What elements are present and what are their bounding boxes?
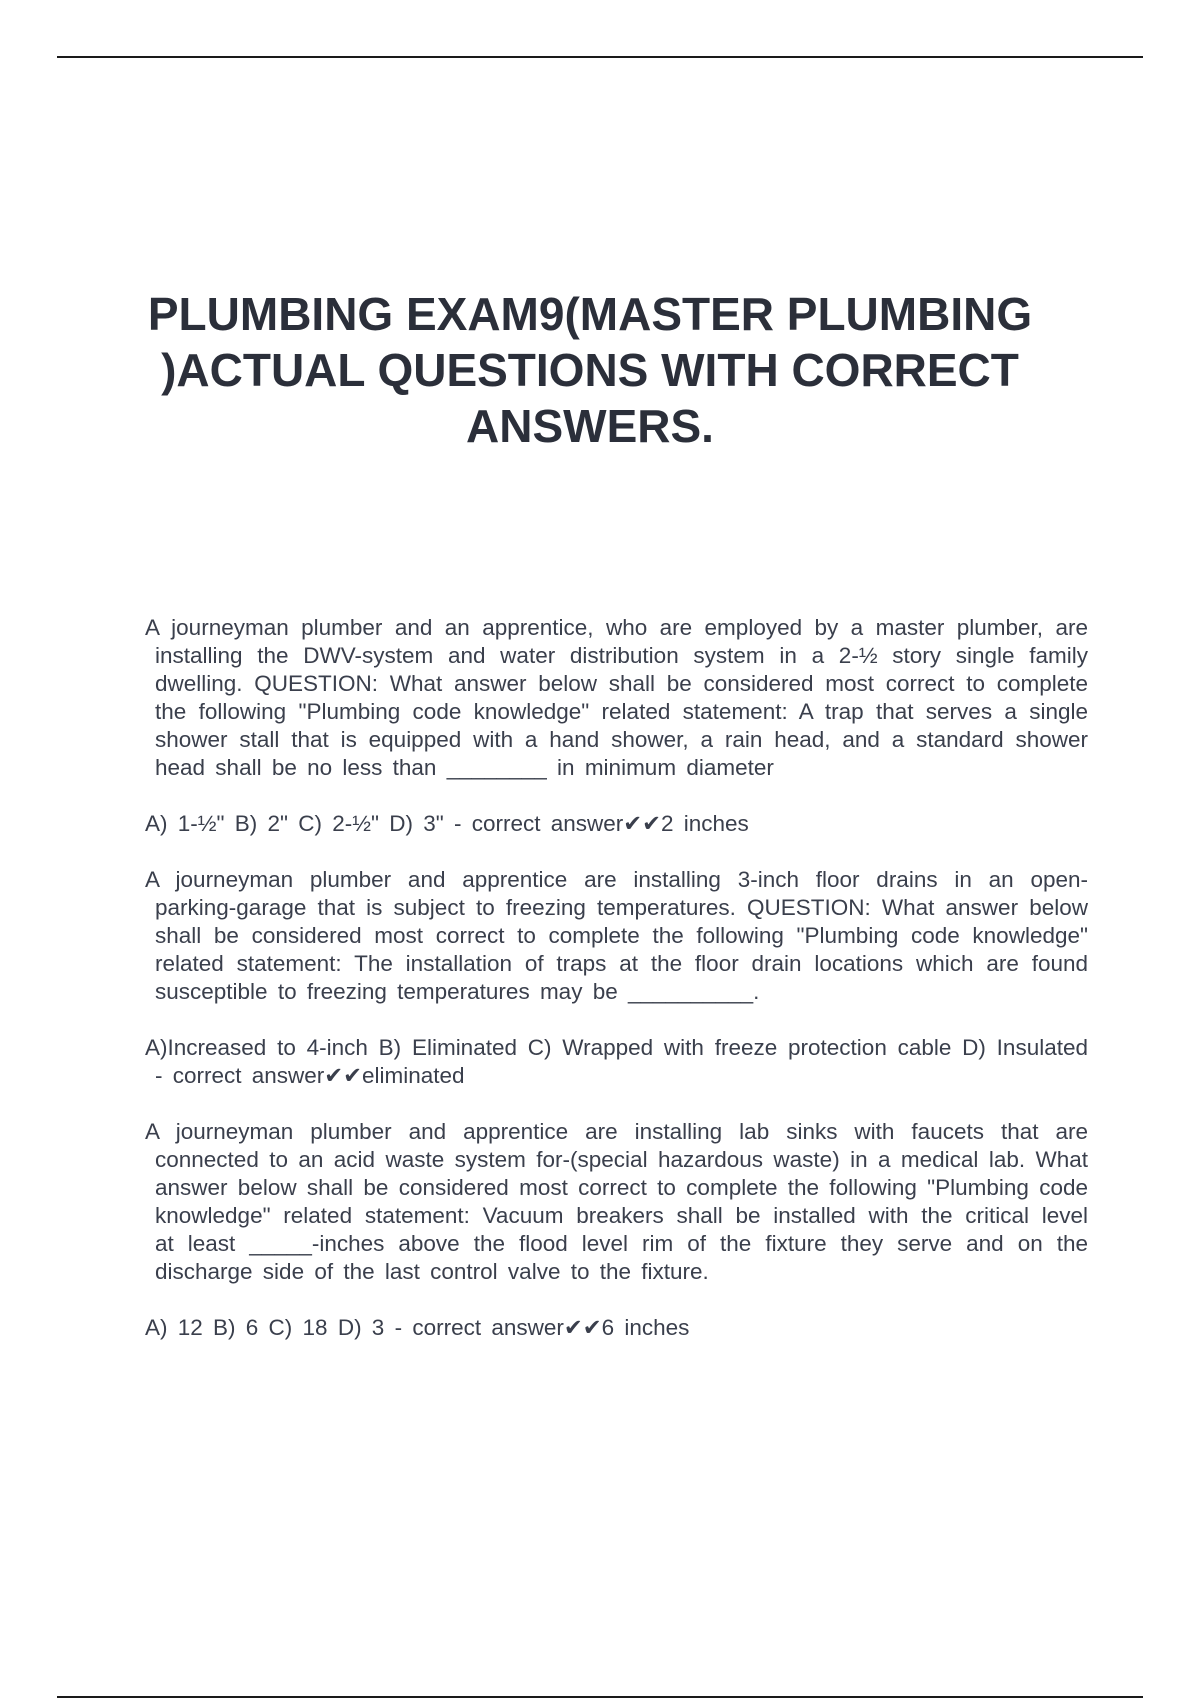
answer-text: A) 12 B) 6 C) 18 D) 3 - correct answer✔✔6 inches bbox=[145, 1315, 690, 1340]
qa-list bbox=[145, 614, 1088, 1370]
qa-item-3 bbox=[145, 1118, 1088, 1342]
question-text: A journeyman plumber and apprentice are installing 3-inch floor drains in an open-parking-garage that is subject to freezing temperatures. QUESTION: What answer below shall be considered most correct to complete the following "Plumbing code knowledge" related statement: The installation of traps at the floor drain locations which are found susceptible to freezing temperatures may be __________. bbox=[145, 867, 1088, 1004]
question-text: A journeyman plumber and apprentice are installing lab sinks with faucets that are connected to an acid waste system for-(special hazardous waste) in a medical lab. What answer below shall be considered most correct to complete the following "Plumbing code knowledge" related statement: Vacuum breakers shall be installed with the critical level at least _____-inches above the flood level rim of the fixture they serve and on the discharge side of the last control valve to the fixture. bbox=[145, 1119, 1088, 1284]
top-rule bbox=[57, 56, 1143, 58]
bottom-rule bbox=[57, 1696, 1143, 1698]
question-text: A journeyman plumber and an apprentice, who are employed by a master plumber, are installing the DWV-system and water distribution system in a 2-½ story single family dwelling. QUESTION: What answer below shall be considered most correct to complete the following "Plumbing code knowledge" related statement: A trap that serves a single shower stall that is equipped with a hand shower, a rain head, and a standard shower head shall be no less than ________ in minimum diameter bbox=[145, 615, 1088, 780]
answer-text: A) 1-½" B) 2" C) 2-½" D) 3" - correct answer✔✔2 inches bbox=[145, 811, 749, 836]
document-title: PLUMBING EXAM9(MASTER PLUMBING )ACTUAL QUESTIONS WITH CORRECT ANSWERS. bbox=[147, 288, 1033, 452]
qa-item-2 bbox=[145, 866, 1088, 1090]
qa-item-1 bbox=[145, 614, 1088, 838]
answer-text: A)Increased to 4-inch B) Eliminated C) Wrapped with freeze protection cable D) Insulated - correct answer✔✔eliminated bbox=[145, 1035, 1088, 1088]
